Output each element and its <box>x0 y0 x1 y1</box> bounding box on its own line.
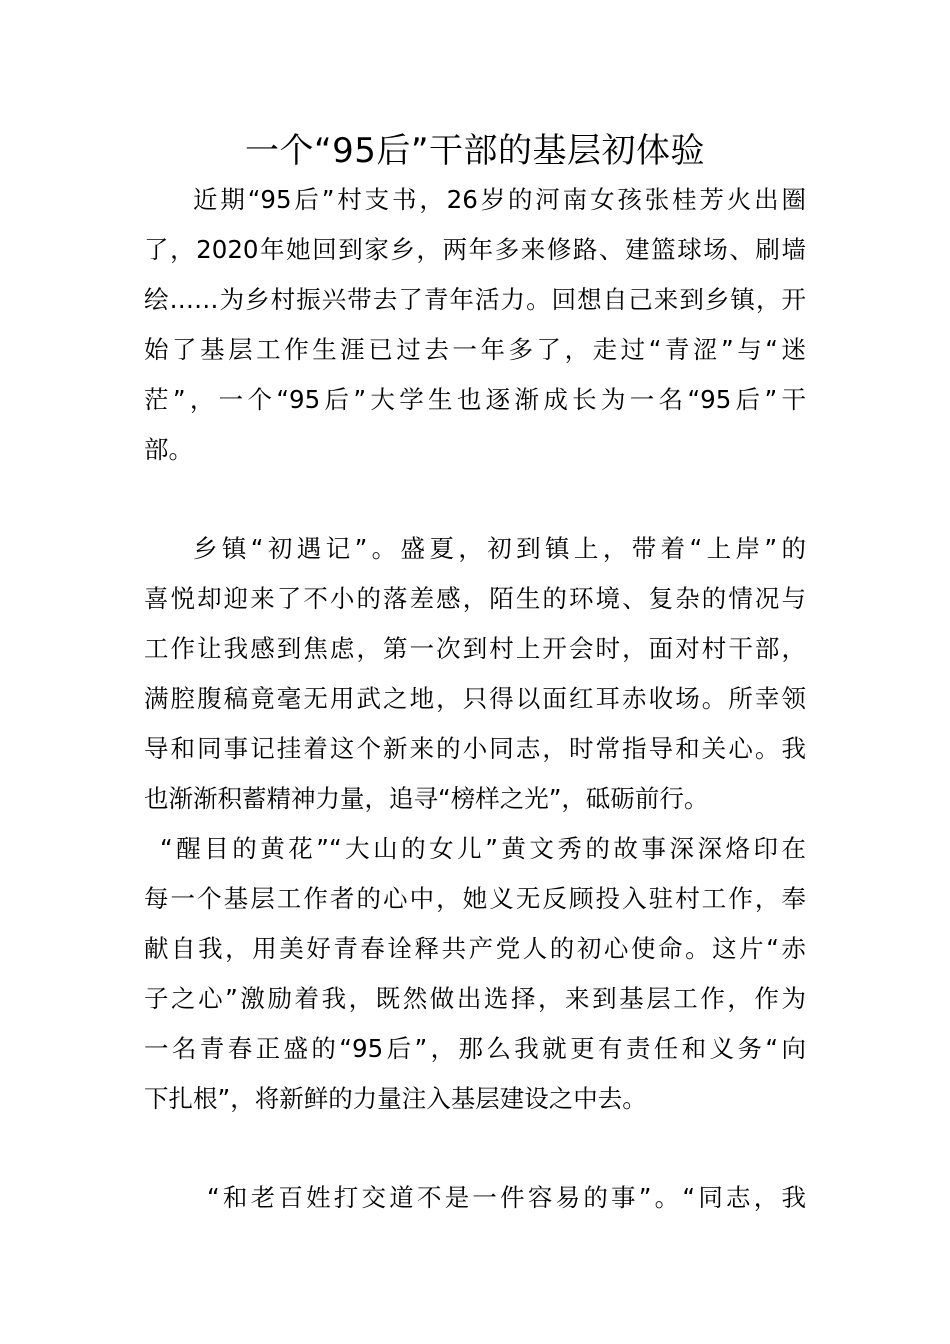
paragraph-2-line-2: 喜悦却迎来了不小的落差感，陌生的环境、复杂的情况与 <box>144 584 806 613</box>
paragraph-2-line-5: 导和同事记挂着这个新来的小同志，时常指导和关心。我 <box>144 734 806 763</box>
paragraph-2-line-8: 每一个基层工作者的心中，她义无反顾投入驻村工作，奉 <box>144 884 806 913</box>
paragraph-1-line-3: 绘……为乡村振兴带去了青年活力。回想自己来到乡镇，开 <box>144 285 806 314</box>
paragraph-2-line-9: 献自我，用美好青春诠释共产党人的初心使命。这片“赤 <box>144 934 806 963</box>
paragraph-1-line-1: 近期“95后”村支书，26岁的河南女孩张桂芳火出圈 <box>193 185 806 214</box>
paragraph-1-line-5: 茫”，一个“95后”大学生也逐渐成长为一名“95后”干 <box>144 385 806 414</box>
paragraph-1-line-4: 始了基层工作生涯已过去一年多了，走过“青涩”与“迷 <box>144 335 806 364</box>
paragraph-2-line-11: 一名青春正盛的“95后”，那么我就更有责任和义务“向 <box>144 1034 806 1063</box>
paragraph-1-line-2: 了，2020年她回到家乡，两年多来修路、建篮球场、刷墙 <box>144 235 806 264</box>
paragraph-2-line-7: “醒目的黄花”“大山的女儿”黄文秀的故事深深烙印在 <box>160 834 806 863</box>
paragraph-2-line-12: 下扎根”，将新鲜的力量注入基层建设之中去。 <box>144 1084 647 1113</box>
paragraph-2-line-10: 子之心”激励着我，既然做出选择，来到基层工作，作为 <box>144 984 806 1013</box>
paragraph-1-line-6: 部。 <box>144 435 193 464</box>
paragraph-2-line-1: 乡镇“初遇记”。盛夏，初到镇上，带着“上岸”的 <box>193 534 806 563</box>
paragraph-3-line-1: “和老百姓打交道不是一件容易的事”。“同志，我 <box>207 1183 806 1212</box>
paragraph-2-line-3: 工作让我感到焦虑，第一次到村上开会时，面对村干部， <box>144 634 806 663</box>
document-title: 一个“95后”干部的基层初体验 <box>245 131 705 171</box>
paragraph-2-line-6: 也渐渐积蓄精神力量，追寻“榜样之光”，砥砺前行。 <box>144 784 709 813</box>
paragraph-2-line-4: 满腔腹稿竟毫无用武之地，只得以面红耳赤收场。所幸领 <box>144 684 806 713</box>
